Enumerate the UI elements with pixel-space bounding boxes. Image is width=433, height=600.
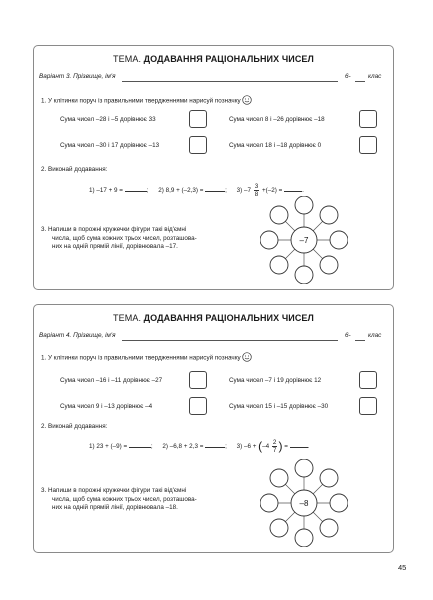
smiley-icon [242,95,252,105]
grade-field[interactable] [355,81,365,82]
outer-circle[interactable] [320,519,338,537]
exercise-row: 1) 23 + (–9) = ; 2) –6,8 + 2,3 = ; 3) –6 + (–4 $\frac{2}{7}$ ) = . [89,439,310,454]
variant-name-line: Варіант 3. Прізвище, ім'я 6- клас [39,73,382,80]
question-3: 3. Напиши в порожні кружечки фігури такі від'ємні числа, щоб сума кожних трьох чисел, розташова- них на одній прямій лінії, дорівнювала –17. [41,226,197,251]
statement-1-checkbox[interactable] [189,110,207,128]
statement-3: Сума чисел –30 і 17 дорівнює –13 [60,142,160,149]
outer-circle[interactable] [295,529,313,547]
question-3: 3. Напиши в порожні кружечки фігури такі від'ємні числа, щоб сума кожних трьох чисел, розташова- них на одній прямій лінії, дорівнювала –18. [41,487,197,512]
statement-1-checkbox[interactable] [189,371,207,389]
outer-circle[interactable] [270,206,288,224]
statement-4-checkbox[interactable] [359,397,377,415]
statement-3-checkbox[interactable] [189,136,207,154]
variant-name-line: Варіант 4. Прізвище, ім'я 6- клас [39,332,382,339]
answer-3-field[interactable] [290,447,308,448]
center-value: –7 [299,236,309,245]
exercise-3-end: = [284,443,288,451]
statement-2-checkbox[interactable] [359,371,377,389]
statement-2-checkbox[interactable] [359,110,377,128]
center-value: –8 [299,499,309,508]
answer-1-field[interactable] [129,447,151,448]
exercise-3-fraction: $\frac{3}{8}$ [254,183,259,198]
statement-3-checkbox[interactable] [189,397,207,415]
answer-2-field[interactable] [205,191,225,192]
page-number: 45 [398,563,407,572]
exercise-3-end: +(–2) = [262,187,283,195]
exercise-1: 1) 23 + (–9) = [89,443,128,451]
card-title: ТЕМА. ДОДАВАННЯ РАЦІОНАЛЬНИХ ЧИСЕЛ [113,313,314,323]
statement-4: Сума чисел 18 і –18 дорівнює 0 [229,142,322,149]
outer-circle[interactable] [270,519,288,537]
smiley-icon [242,352,252,362]
exercise-3-fraction: $\frac{2}{7}$ [272,439,277,454]
name-field[interactable] [122,81,338,82]
exercise-1: 1) –17 + 9 = [89,187,123,195]
statement-4-checkbox[interactable] [359,136,377,154]
answer-1-field[interactable] [125,191,147,192]
statement-1: Сума чисел –28 і –5 дорівнює 33 [60,116,156,123]
question-2: 2. Виконай додавання: [41,423,108,430]
flower-figure [260,196,348,284]
outer-circle[interactable] [295,459,313,477]
statement-1: Сума чисел –16 і –11 дорівнює –27 [60,377,163,384]
outer-circle[interactable] [295,266,313,284]
outer-circle[interactable] [270,469,288,487]
statement-2: Сума чисел –7 і 19 дорівнює 12 [229,377,322,384]
question-2: 2. Виконай додавання: [41,166,108,173]
exercise-3-start: 3) –7 [236,187,251,195]
outer-circle[interactable] [260,231,278,249]
statement-3: Сума чисел 9 і –13 дорівнює –4 [60,403,153,410]
outer-circle[interactable] [260,494,278,512]
outer-circle[interactable] [320,469,338,487]
outer-circle[interactable] [320,256,338,274]
outer-circle[interactable] [320,206,338,224]
exercise-2: 2) –6,8 + 2,3 = [162,443,204,451]
outer-circle[interactable] [330,494,348,512]
outer-circle[interactable] [330,231,348,249]
outer-circle[interactable] [270,256,288,274]
outer-circle[interactable] [295,196,313,214]
question-1: 1. У клітинки поруч із правильними твердженнями нарисуй позначку [41,353,252,363]
name-field[interactable] [122,340,338,341]
worksheet-card-variant-4 [33,304,394,553]
statement-2: Сума чисел 8 і –26 дорівнює –18 [229,116,325,123]
exercise-3-start: 3) –6 + [236,443,257,451]
statement-4: Сума чисел 15 і –15 дорівнює –30 [229,403,329,410]
exercise-row: 1) –17 + 9 = ; 2) 8,9 + (–2,3) = ; 3) –7 $\frac{3}{8}$ +(–2) = . [89,183,304,198]
answer-2-field[interactable] [205,447,225,448]
question-1: 1. У клітинки поруч із правильними твердженнями нарисуй позначку [41,96,252,106]
card-title: ТЕМА. ДОДАВАННЯ РАЦІОНАЛЬНИХ ЧИСЕЛ [113,54,314,64]
worksheet-card-variant-3 [33,45,394,290]
grade-field[interactable] [355,340,365,341]
exercise-2: 2) 8,9 + (–2,3) = [158,187,204,195]
answer-3-field[interactable] [284,191,302,192]
flower-figure [260,459,348,547]
